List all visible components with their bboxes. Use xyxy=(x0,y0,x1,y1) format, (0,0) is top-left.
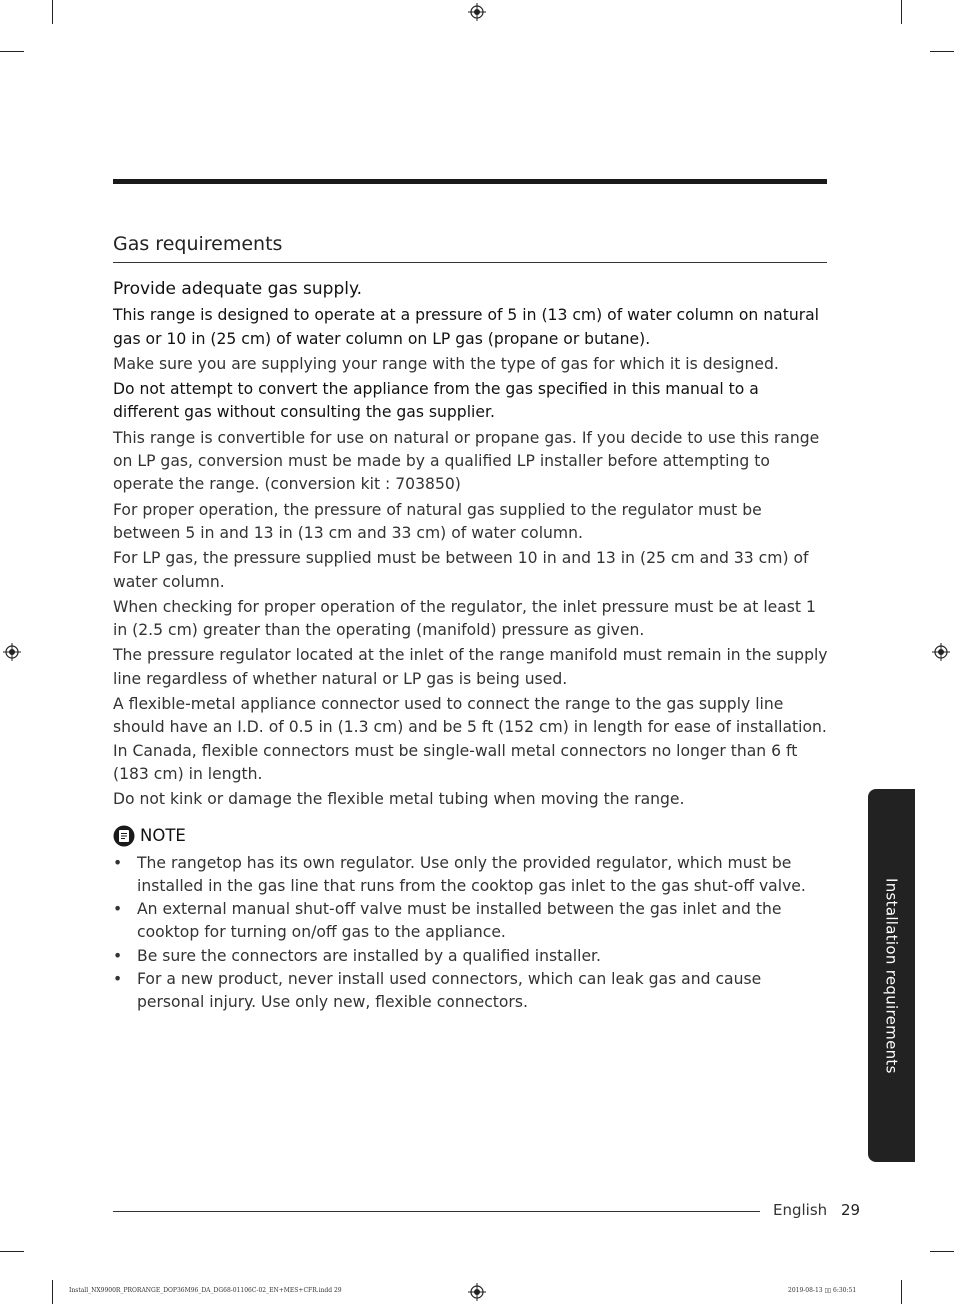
bullet-icon: • xyxy=(113,970,123,989)
note-item-text: An external manual shut-off valve must be installed between the gas inlet and the cooktop for turning on/off gas to the appliance. xyxy=(137,900,782,942)
registration-mark-icon xyxy=(468,1283,486,1301)
registration-mark-icon xyxy=(3,643,21,661)
note-list xyxy=(113,852,829,1015)
bullet-icon: • xyxy=(113,853,123,872)
note-label: NOTE xyxy=(140,825,186,845)
paragraph: When checking for proper operation of the regulator, the inlet pressure must be at least 1 in (2.5 cm) greater than the operating (manifold) pressure as given. xyxy=(113,597,816,640)
note-item xyxy=(113,852,829,899)
section-body xyxy=(113,278,829,1015)
bullet-icon: • xyxy=(113,946,123,965)
paragraph: Do not kink or damage the flexible metal tubing when moving the range. xyxy=(113,790,685,809)
note-icon xyxy=(113,825,135,847)
note-item-text: For a new product, never install used connectors, which can leak gas and cause personal injury. Use only new, flexible connectors. xyxy=(137,970,762,1012)
crop-mark xyxy=(52,0,53,24)
registration-mark-icon xyxy=(468,3,486,21)
crop-mark xyxy=(52,1280,53,1304)
page-number: 29 xyxy=(841,1201,861,1219)
print-slug-file: Install_NX9900R_PRORANGE_DOP36M96_DA_DG68-01106C-02_EN+MES+CFR.indd 29 xyxy=(69,1287,342,1294)
note-item xyxy=(113,898,829,945)
paragraph: For LP gas, the pressure supplied must be between 10 in and 13 in (25 cm and 33 cm) of water column. xyxy=(113,549,809,591)
crop-mark xyxy=(901,1280,902,1304)
paragraph: A flexible-metal appliance connector used to connect the range to the gas supply line should have an I.D. of 0.5 in (1.3 cm) and be 5 ft (152 cm) in length for ease of installation. In Canada, flexible connectors must be single-wall metal connectors no longer than 6 ft (183 cm) in length. xyxy=(113,695,827,783)
crop-mark xyxy=(0,1251,24,1252)
crop-mark xyxy=(0,51,24,52)
paragraph: The pressure regulator located at the inlet of the range manifold must remain in the supply line regardless of whether natural or LP gas is being used. xyxy=(113,646,828,688)
bullet-icon: • xyxy=(113,900,123,919)
footer-language: English xyxy=(773,1201,828,1219)
footer-rule xyxy=(113,1211,760,1212)
section-rule xyxy=(113,262,827,263)
crop-mark xyxy=(901,0,902,24)
registration-mark-icon xyxy=(932,643,950,661)
note-item-text: Be sure the connectors are installed by a qualified installer. xyxy=(137,946,601,965)
paragraph-list xyxy=(113,304,829,811)
side-tab-label: Installation requirements xyxy=(882,877,901,1074)
paragraph: Do not attempt to convert the appliance from the gas specified in this manual to a different gas without consulting the gas supplier. xyxy=(113,380,759,422)
paragraph: This range is convertible for use on natural or propane gas. If you decide to use this range on LP gas, conversion must be made by a qualified LP installer before attempting to operate the range. (conversion kit : 703850) xyxy=(113,428,820,494)
note-item xyxy=(113,945,829,968)
subheading: Provide adequate gas supply. xyxy=(113,279,363,299)
paragraph: Make sure you are supplying your range with the type of gas for which it is designed. xyxy=(113,354,779,373)
print-slug-timestamp: 2019-08-13 ▯▯ 6:30:51 xyxy=(788,1287,857,1294)
side-tab[interactable] xyxy=(868,789,915,1162)
crop-mark xyxy=(930,51,954,52)
paragraph: This range is designed to operate at a pressure of 5 in (13 cm) of water column on natural gas or 10 in (25 cm) of water column on LP gas (propane or butane). xyxy=(113,306,820,348)
note-item xyxy=(113,968,829,1015)
crop-mark xyxy=(930,1251,954,1252)
paragraph: For proper operation, the pressure of natural gas supplied to the regulator must be between 5 in and 13 in (13 cm and 33 cm) of water column. xyxy=(113,500,762,542)
top-rule xyxy=(113,179,827,184)
section-title: Gas requirements xyxy=(113,233,283,255)
note-header xyxy=(113,822,829,850)
note-item-text: The rangetop has its own regulator. Use only the provided regulator, which must be installed in the gas line that runs from the cooktop gas inlet to the gas shut-off valve. xyxy=(137,853,806,895)
